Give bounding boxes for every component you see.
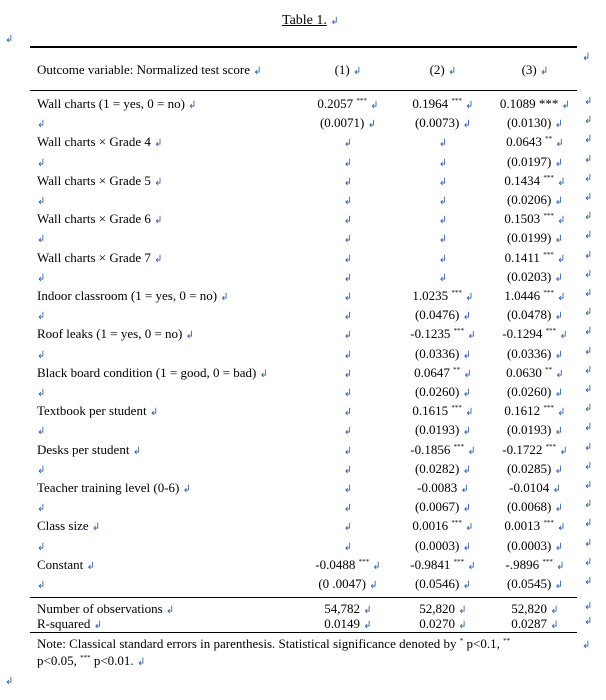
paragraph-mark-icon: ↲	[584, 96, 593, 107]
paragraph-mark-icon: ↲	[37, 464, 46, 476]
row-label: Wall charts × Grade 5 ↲	[37, 172, 163, 188]
cell-col-1	[293, 384, 403, 400]
row-label: Wall charts × Grade 7 ↲	[37, 249, 163, 265]
cell-col-3: (0.0193) ↲	[506, 422, 564, 438]
cell-col-1: (0.0071) ↲	[319, 115, 377, 131]
paragraph-mark-icon: ↲	[37, 503, 46, 515]
paragraph-mark-icon: ↲	[584, 556, 593, 568]
cell-col-3: 0.1503 *** ↲	[504, 211, 566, 227]
cell-col-1	[293, 365, 403, 381]
header-rule	[30, 90, 577, 91]
note-star-2: **	[503, 637, 511, 645]
paragraph-mark-icon: ↲	[343, 234, 353, 246]
paragraph-mark-icon: ↲	[465, 522, 474, 534]
row-label: Teacher training level (0-6) ↲	[37, 480, 192, 495]
paragraph-mark-icon: ↲	[584, 518, 593, 530]
cell-col-2: (0.0282) ↲	[414, 460, 472, 476]
paragraph-mark-icon: ↲	[557, 292, 566, 303]
cell-col-1	[293, 288, 403, 304]
cell-col-3: 0.1434 *** ↲	[504, 172, 566, 188]
paragraph-mark-icon: ↲	[462, 119, 472, 131]
paragraph-mark-icon: ↲	[37, 272, 46, 284]
paragraph-mark-icon: ↲	[557, 176, 566, 188]
paragraph-mark-icon: ↲	[154, 253, 163, 265]
paragraph-mark-icon: ↲	[343, 426, 353, 438]
paragraph-mark-icon: ↲	[154, 176, 163, 188]
cell-col-3: -.9896 *** ↲	[505, 556, 565, 572]
cell-col-2: (0.0073) ↲	[414, 115, 472, 131]
paragraph-mark-icon: ↲	[554, 311, 564, 323]
cell-col-2: (0.0336) ↲	[414, 345, 472, 361]
cell-col-3: 0.0013 *** ↲	[504, 518, 566, 534]
paragraph-mark-icon: ↲	[343, 349, 353, 361]
paragraph-mark-icon: ↲	[554, 196, 564, 207]
paragraph-mark-icon: ↲	[343, 272, 353, 284]
paragraph-mark-icon: ↲	[438, 253, 448, 265]
paragraph-mark-icon: ↲	[584, 153, 593, 165]
paragraph-mark-icon: ↲	[584, 172, 593, 184]
summary-cell-col-1: 0.0149 ↲	[324, 616, 372, 631]
summary-cell-col-1: 54,782 ↲	[324, 601, 372, 616]
row-label: Desks per student ↲	[37, 441, 142, 457]
cell-col-1: 0.2057 *** ↲	[317, 96, 379, 111]
paragraph-mark-icon: ↲	[463, 368, 472, 380]
paragraph-mark-icon: ↲	[343, 407, 353, 419]
cell-col-3: (0.0199) ↲	[506, 230, 564, 246]
paragraph-mark-icon: ↲	[136, 657, 146, 668]
paragraph-mark-icon: ↲	[343, 157, 353, 169]
paragraph-mark-icon: ↲	[343, 445, 353, 457]
paragraph-mark-icon: ↲	[343, 176, 353, 188]
paragraph-mark-icon: ↲	[343, 503, 353, 515]
paragraph-mark-icon: ↲	[438, 272, 448, 284]
paragraph-mark-icon: ↲	[37, 234, 46, 246]
cell-col-3: (0.0206) ↲	[506, 192, 564, 207]
row-label-empty	[37, 230, 45, 246]
paragraph-mark-icon: ↲	[554, 272, 564, 284]
cell-col-3: -0.0104 ↲	[509, 480, 561, 495]
paragraph-mark-icon: ↲	[584, 616, 593, 627]
paragraph-mark-icon: ↲	[557, 522, 566, 534]
cell-col-1	[293, 538, 403, 554]
summary-rule	[30, 597, 577, 598]
note-text-1: Note: Classical standard errors in parenthesis. Statistical significance denoted by	[37, 636, 460, 651]
cell-col-1: (0 .0047) ↲	[318, 576, 378, 591]
cell-col-2: (0.0476) ↲	[414, 307, 472, 323]
cell-col-3: -0.1722 *** ↲	[502, 441, 568, 457]
paragraph-mark-icon: ↲	[149, 407, 159, 419]
paragraph-mark-icon: ↲	[5, 34, 14, 45]
cell-col-2: (0.0546) ↲	[414, 576, 472, 591]
paragraph-mark-icon: ↲	[584, 307, 593, 319]
cell-col-2: 0.0647 ** ↲	[414, 364, 472, 380]
row-label: Wall charts (1 = yes, 0 = no) ↲	[37, 96, 197, 111]
paragraph-mark-icon: ↲	[259, 368, 269, 380]
paragraph-mark-icon: ↲	[343, 388, 353, 399]
paragraph-mark-icon: ↲	[91, 522, 101, 534]
cell-col-1: -0.0488 *** ↲	[315, 556, 381, 572]
cell-col-3: (0.0545) ↲	[506, 576, 564, 591]
paragraph-mark-icon: ↲	[154, 138, 163, 150]
paragraph-mark-icon: ↲	[462, 388, 472, 399]
row-label: Class size ↲	[37, 518, 101, 534]
paragraph-mark-icon: ↲	[182, 484, 192, 495]
paragraph-mark-icon: ↲	[37, 119, 46, 131]
row-label-empty	[37, 307, 45, 323]
summary-cell-col-3: 52,820 ↲	[511, 601, 559, 616]
paragraph-mark-icon: ↲	[584, 288, 593, 299]
paragraph-mark-icon: ↲	[343, 215, 353, 227]
paragraph-mark-icon: ↲	[438, 215, 448, 227]
paragraph-mark-icon: ↲	[462, 580, 472, 591]
paragraph-mark-icon: ↲	[37, 580, 46, 591]
paragraph-mark-icon: ↲	[462, 541, 472, 553]
cell-col-1	[293, 326, 403, 342]
summary-cell-col-3: 0.0287 ↲	[511, 616, 559, 631]
paragraph-mark-icon: ↲	[555, 368, 564, 380]
paragraph-mark-icon: ↲	[555, 138, 564, 150]
summary-cell-col-2: 0.0270 ↲	[419, 616, 467, 631]
paragraph-mark-icon: ↲	[556, 560, 565, 572]
cell-col-1	[293, 442, 403, 458]
cell-col-1	[293, 154, 403, 170]
cell-col-3: (0.0260) ↲	[506, 384, 564, 399]
paragraph-mark-icon: ↲	[467, 445, 476, 457]
paragraph-mark-icon: ↲	[556, 253, 566, 265]
top-rule	[30, 46, 577, 48]
bottom-rule	[30, 632, 577, 633]
cell-col-2: 1.0235 *** ↲	[412, 288, 474, 303]
paragraph-mark-icon: ↲	[465, 292, 474, 303]
cell-col-3: (0.0068) ↲	[506, 499, 564, 515]
paragraph-mark-icon: ↲	[438, 176, 448, 188]
paragraph-mark-icon: ↲	[367, 119, 377, 131]
paragraph-mark-icon: ↲	[438, 138, 448, 150]
paragraph-mark-icon: ↲	[438, 157, 448, 169]
paragraph-mark-icon: ↲	[188, 100, 197, 111]
paragraph-mark-icon: ↲	[554, 580, 564, 591]
row-label-empty	[37, 154, 45, 170]
paragraph-mark-icon: ↲	[584, 601, 593, 612]
paragraph-mark-icon: ↲	[554, 388, 564, 399]
paragraph-mark-icon: ↲	[330, 16, 339, 27]
cell-col-1	[293, 346, 403, 362]
cell-col-3: 1.0446 *** ↲	[504, 288, 566, 303]
cell-col-1	[293, 269, 403, 285]
paragraph-mark-icon: ↲	[465, 407, 474, 419]
cell-col-3: (0.0203) ↲	[506, 268, 564, 284]
note-text-4: p<0.01.	[90, 653, 134, 668]
cell-col-1	[293, 499, 403, 515]
cell-col-2: 0.0016 *** ↲	[412, 518, 474, 534]
table-note	[37, 635, 577, 671]
paragraph-mark-icon: ↲	[343, 522, 353, 534]
paragraph-mark-icon: ↲	[37, 349, 46, 361]
cell-col-1	[293, 192, 403, 208]
paragraph-mark-icon: ↲	[132, 445, 142, 457]
paragraph-mark-icon: ↲	[584, 134, 593, 146]
paragraph-mark-icon: ↲	[584, 422, 593, 434]
paragraph-mark-icon: ↲	[584, 460, 593, 472]
paragraph-mark-icon: ↲	[584, 192, 593, 203]
paragraph-mark-icon: ↲	[554, 349, 564, 361]
cell-col-1	[293, 230, 403, 246]
cell-col-2: 0.1615 *** ↲	[412, 403, 474, 419]
paragraph-mark-icon: ↲	[372, 560, 381, 572]
cell-col-3: (0.0003) ↲	[506, 537, 564, 553]
row-label: Roof leaks (1 = yes, 0 = no) ↲	[37, 326, 195, 342]
header-label: Outcome variable: Normalized test score ↲	[37, 62, 262, 77]
paragraph-mark-icon: ↲	[343, 330, 353, 342]
cell-col-1	[293, 403, 403, 419]
paragraph-mark-icon: ↲	[343, 368, 353, 380]
paragraph-mark-icon: ↲	[582, 52, 591, 63]
row-label-empty	[37, 461, 45, 477]
cell-col-3: 0.0630 ** ↲	[506, 364, 564, 380]
paragraph-mark-icon: ↲	[584, 364, 593, 376]
cell-col-1	[293, 480, 403, 496]
cell-col-2: -0.9841 *** ↲	[410, 556, 476, 572]
paragraph-mark-icon: ↲	[37, 157, 46, 169]
cell-col-2: -0.1856 *** ↲	[410, 441, 476, 457]
paragraph-mark-icon: ↲	[465, 100, 474, 111]
paragraph-mark-icon: ↲	[460, 484, 469, 495]
paragraph-mark-icon: ↲	[552, 484, 561, 495]
paragraph-mark-icon: ↲	[343, 138, 353, 150]
paragraph-mark-icon: ↲	[185, 330, 195, 342]
column-header-1: (1) ↲	[334, 62, 362, 77]
cell-col-3: -0.1294 *** ↲	[502, 326, 568, 342]
cell-col-2: -0.0083 ↲	[417, 480, 469, 495]
paragraph-mark-icon: ↲	[559, 445, 568, 457]
paragraph-mark-icon: ↲	[584, 403, 593, 415]
table-title-text: Table 1.	[282, 13, 327, 28]
paragraph-mark-icon: ↲	[37, 311, 46, 323]
cell-col-3: (0.0478) ↲	[506, 307, 564, 323]
row-label-empty	[37, 384, 45, 400]
paragraph-mark-icon: ↲	[554, 541, 564, 553]
cell-col-1	[293, 461, 403, 477]
summary-cell-col-2: 52,820 ↲	[419, 601, 467, 616]
column-header-3: (3) ↲	[521, 62, 549, 77]
paragraph-mark-icon: ↲	[554, 157, 564, 169]
row-label: Wall charts × Grade 4 ↲	[37, 134, 163, 150]
note-star-1: *	[459, 637, 464, 645]
note-text-2: p<0.1,	[463, 636, 504, 651]
paragraph-mark-icon: ↲	[584, 249, 593, 261]
paragraph-mark-icon: ↲	[584, 499, 593, 511]
paragraph-mark-icon: ↲	[584, 326, 593, 338]
paragraph-mark-icon: ↲	[557, 407, 566, 419]
row-label-empty	[37, 538, 45, 554]
paragraph-mark-icon: ↲	[37, 541, 46, 553]
cell-col-1	[293, 422, 403, 438]
table-title	[282, 13, 339, 29]
row-label: Indoor classroom (1 = yes, 0 = no) ↲	[37, 288, 229, 303]
paragraph-mark-icon: ↲	[369, 580, 378, 591]
cell-col-2: (0.0067) ↲	[414, 499, 472, 515]
cell-col-3: 0.1612 *** ↲	[504, 403, 566, 419]
paragraph-mark-icon: ↲	[554, 464, 564, 476]
paragraph-mark-icon: ↲	[557, 215, 566, 227]
paragraph-mark-icon: ↲	[462, 464, 472, 476]
cell-col-3: 0.1089 *** ↲	[499, 96, 571, 111]
paragraph-mark-icon: ↲	[467, 560, 476, 572]
paragraph-mark-icon: ↲	[584, 480, 593, 491]
paragraph-mark-icon: ↲	[343, 311, 353, 323]
paragraph-mark-icon: ↲	[584, 576, 593, 587]
row-label-empty	[37, 499, 45, 515]
cell-col-1	[293, 518, 403, 534]
paragraph-mark-icon: ↲	[343, 541, 353, 553]
paragraph-mark-icon: ↲	[554, 426, 564, 438]
paragraph-mark-icon: ↲	[584, 115, 593, 127]
paragraph-mark-icon: ↲	[584, 441, 593, 453]
row-label-empty	[37, 576, 45, 592]
paragraph-mark-icon: ↲	[462, 503, 472, 515]
paragraph-mark-icon: ↲	[86, 560, 95, 572]
cell-col-3: 0.1411 *** ↲	[504, 249, 566, 265]
cell-col-3: 0.0643 ** ↲	[506, 134, 564, 150]
note-text-3: p<0.05,	[37, 653, 81, 668]
row-label-empty	[37, 269, 45, 285]
cell-col-2: -0.1235 *** ↲	[410, 326, 476, 342]
summary-label: Number of observations ↲	[37, 601, 175, 616]
paragraph-mark-icon: ↲	[584, 230, 593, 242]
paragraph-mark-icon: ↲	[554, 503, 564, 515]
cell-col-1	[293, 250, 403, 266]
paragraph-mark-icon: ↲	[584, 211, 593, 223]
row-label-empty	[37, 346, 45, 362]
paragraph-mark-icon: ↲	[37, 426, 46, 438]
paragraph-mark-icon: ↲	[584, 384, 593, 395]
paragraph-mark-icon: ↲	[584, 537, 593, 549]
column-header-2: (2) ↲	[429, 62, 457, 77]
paragraph-mark-icon: ↲	[438, 196, 448, 207]
row-label: Textbook per student ↲	[37, 403, 159, 419]
paragraph-mark-icon: ↲	[584, 345, 593, 357]
cell-col-2: (0.0260) ↲	[414, 384, 472, 399]
paragraph-mark-icon: ↲	[5, 676, 14, 687]
summary-label: R-squared ↲	[37, 616, 103, 631]
paragraph-mark-icon: ↲	[559, 330, 568, 342]
paragraph-mark-icon: ↲	[37, 388, 46, 399]
paragraph-mark-icon: ↲	[343, 253, 353, 265]
cell-col-1	[293, 173, 403, 189]
cell-col-1	[293, 307, 403, 323]
cell-col-1	[293, 134, 403, 150]
note-star-3: ***	[80, 654, 91, 662]
cell-col-2: (0.0193) ↲	[414, 422, 472, 438]
paragraph-mark-icon: ↲	[154, 215, 163, 227]
cell-col-3: (0.0130) ↲	[506, 115, 564, 131]
row-label: Constant ↲	[37, 556, 95, 572]
paragraph-mark-icon: ↲	[467, 330, 476, 342]
paragraph-mark-icon: ↲	[584, 268, 593, 280]
row-label: Black board condition (1 = good, 0 = bad) ↲	[37, 364, 269, 380]
row-label-empty	[37, 115, 45, 131]
paragraph-mark-icon: ↲	[370, 100, 379, 111]
cell-col-2: 0.1964 *** ↲	[412, 96, 474, 111]
paragraph-mark-icon: ↲	[343, 484, 353, 495]
paragraph-mark-icon: ↲	[462, 426, 472, 438]
paragraph-mark-icon: ↲	[554, 119, 564, 131]
cell-col-1	[293, 211, 403, 227]
paragraph-mark-icon: ↲	[343, 196, 353, 207]
cell-col-2: (0.0003) ↲	[414, 537, 472, 553]
paragraph-mark-icon: ↲	[220, 292, 229, 303]
cell-col-3: (0.0336) ↲	[506, 345, 564, 361]
cell-col-3: (0.0197) ↲	[506, 153, 564, 169]
paragraph-mark-icon: ↲	[343, 464, 353, 476]
cell-col-3: (0.0285) ↲	[506, 460, 564, 476]
row-label-empty	[37, 422, 45, 438]
paragraph-mark-icon: ↲	[462, 311, 472, 323]
paragraph-mark-icon: ↲	[554, 234, 564, 246]
paragraph-mark-icon: ↲	[462, 349, 472, 361]
paragraph-mark-icon: ↲	[343, 292, 353, 303]
row-label: Wall charts × Grade 6 ↲	[37, 211, 163, 227]
row-label-empty	[37, 192, 45, 208]
paragraph-mark-icon: ↲	[561, 100, 571, 111]
paragraph-mark-icon: ↲	[438, 234, 448, 246]
paragraph-mark-icon: ↲	[582, 640, 591, 651]
paragraph-mark-icon: ↲	[37, 196, 46, 207]
